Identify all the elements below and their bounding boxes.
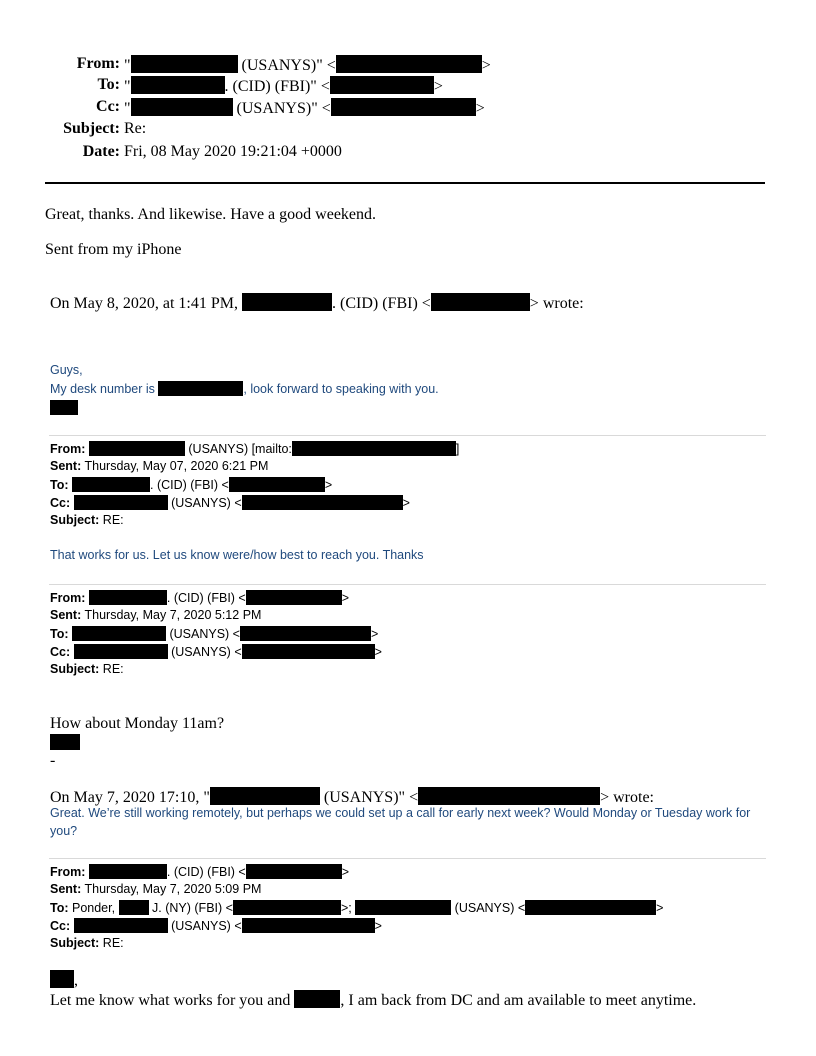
- reply-line: Great, thanks. And likewise. Have a good weekend.: [45, 206, 377, 223]
- date-label: Date:: [82, 143, 120, 160]
- divider: [49, 435, 766, 436]
- redaction: [355, 900, 451, 915]
- redaction: [292, 441, 456, 456]
- msg4-body: Let me know what works for you and , I am back from DC and am available to meet anytime.: [50, 992, 697, 1009]
- from-value: " (USANYS)" < >: [124, 57, 491, 74]
- msg2-body: That works for us. Let us know were/how best to reach you. Thanks: [50, 548, 424, 562]
- redaction: [72, 626, 166, 641]
- hdr3-cc: Cc: (USANYS) < >: [50, 645, 382, 659]
- hdr2-sent: Sent: Thursday, May 07, 2020 6:21 PM: [50, 459, 269, 473]
- divider: [49, 584, 766, 585]
- quote-attribution: On May 8, 2020, at 1:41 PM, . (CID) (FBI) < > wrote:: [50, 295, 584, 312]
- redaction: [242, 918, 375, 933]
- redaction: [330, 76, 434, 94]
- hdr4-to: To: Ponder, J. (NY) (FBI) < >; (USANYS) < >: [50, 901, 664, 915]
- msg3-quoted-text: Great. We’re still working remotely, but perhaps we could set up a call for early next week? Would Monday or Tuesday work for you?: [50, 806, 751, 838]
- redaction: [240, 626, 371, 641]
- date-value: Fri, 08 May 2020 19:21:04 +0000: [124, 143, 342, 160]
- redaction: [525, 900, 656, 915]
- redaction: [158, 381, 243, 396]
- msg3-quote-attribution: On May 7, 2020 17:10, " (USANYS)" < > wrote:: [50, 789, 654, 806]
- hdr2-from: From: (USANYS) [mailto: ]: [50, 442, 460, 456]
- hdr3-from: From: . (CID) (FBI) < >: [50, 591, 350, 605]
- hdr3-to: To: (USANYS) < >: [50, 627, 379, 641]
- hdr4-sent: Sent: Thursday, May 7, 2020 5:09 PM: [50, 882, 262, 896]
- cc-value: " (USANYS)" < >: [124, 100, 485, 117]
- msg1-greeting: Guys,: [50, 363, 83, 377]
- redaction: [131, 98, 233, 116]
- hdr2-to: To: . (CID) (FBI) < >: [50, 478, 333, 492]
- redaction: [294, 990, 340, 1008]
- divider: [49, 858, 766, 859]
- to-value: " . (CID) (FBI)" < >: [124, 78, 443, 95]
- redaction: [210, 787, 320, 805]
- hdr4-from: From: . (CID) (FBI) < >: [50, 865, 350, 879]
- redaction: [131, 55, 238, 73]
- cc-label: Cc:: [96, 98, 120, 115]
- redaction: [131, 76, 225, 94]
- redaction: [242, 293, 332, 311]
- from-label: From:: [76, 55, 120, 72]
- redaction: [89, 590, 167, 605]
- redaction: [74, 644, 168, 659]
- hdr3-subject: Subject: RE:: [50, 662, 124, 676]
- redaction: [418, 787, 600, 805]
- redaction: [336, 55, 482, 73]
- hdr2-cc: Cc: (USANYS) < >: [50, 496, 410, 510]
- redaction: [72, 477, 150, 492]
- msg4-salutation: ,: [50, 970, 78, 990]
- redaction: [246, 590, 342, 605]
- redaction: [74, 918, 168, 933]
- header-divider: [45, 182, 765, 184]
- msg1-body: My desk number is , look forward to speaking with you.: [50, 382, 439, 396]
- redaction: [246, 864, 342, 879]
- redaction: [89, 441, 185, 456]
- redaction: [331, 98, 476, 116]
- signature: Sent from my iPhone: [45, 241, 182, 258]
- redaction: [431, 293, 530, 311]
- redaction: [50, 734, 80, 752]
- redaction: [119, 900, 149, 915]
- redaction: [233, 900, 341, 915]
- msg3-dash: -: [50, 752, 56, 769]
- hdr2-subject: Subject: RE:: [50, 513, 124, 527]
- redaction: [50, 970, 74, 988]
- redaction: [229, 477, 325, 492]
- redaction: [242, 644, 375, 659]
- redaction: [242, 495, 403, 510]
- subject-label: Subject:: [63, 120, 120, 137]
- hdr4-cc: Cc: (USANYS) < >: [50, 919, 382, 933]
- subject-value: Re:: [124, 120, 147, 137]
- redaction: [50, 399, 78, 417]
- to-label: To:: [97, 76, 120, 93]
- redaction: [89, 864, 167, 879]
- hdr4-subject: Subject: RE:: [50, 936, 124, 950]
- msg3-body: How about Monday 11am?: [50, 715, 225, 732]
- redaction: [74, 495, 168, 510]
- hdr3-sent: Sent: Thursday, May 7, 2020 5:12 PM: [50, 608, 262, 622]
